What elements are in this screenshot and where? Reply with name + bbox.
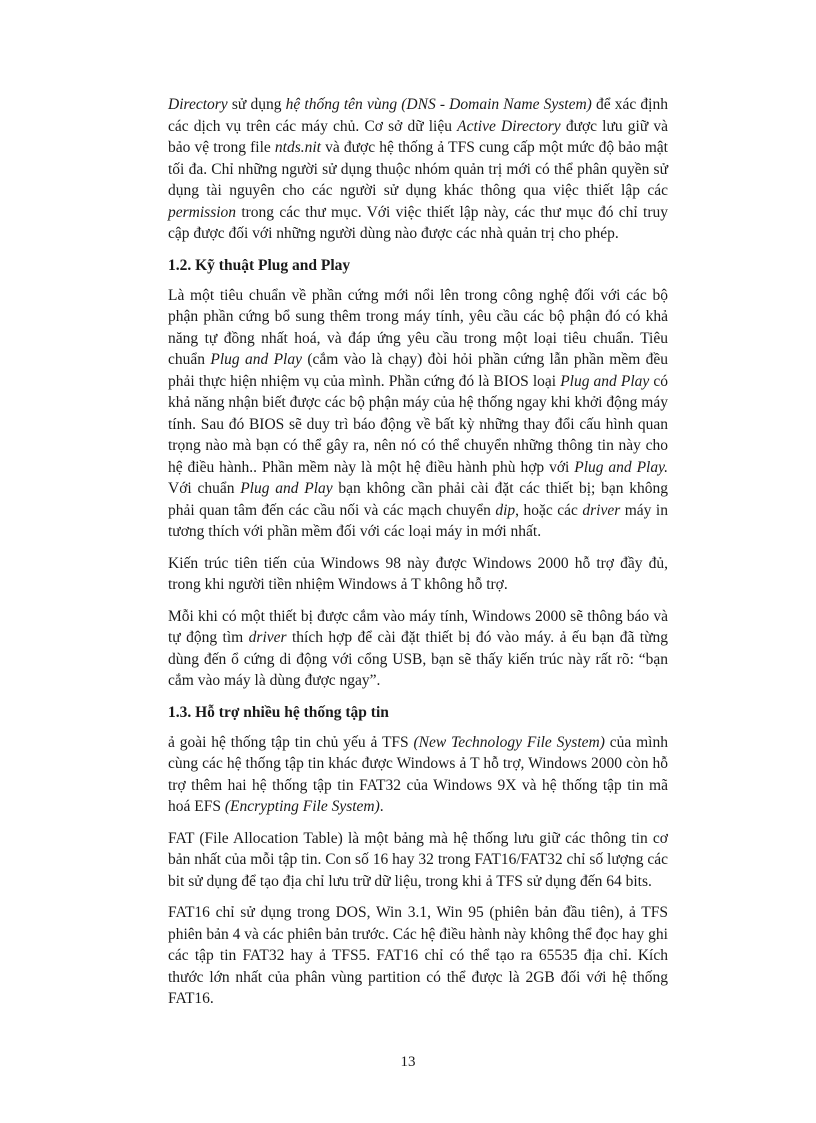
italic-run: Plug and Play xyxy=(240,480,333,497)
italic-run: Active Directory xyxy=(457,117,561,135)
paragraph-device-plugged xyxy=(168,606,668,692)
text-run: , hoặc các xyxy=(515,501,583,519)
italic-run: Plug and Play xyxy=(210,351,302,368)
heading-file-systems: 1.3. Hỗ trợ nhiều hệ thống tập tin xyxy=(168,703,389,721)
paragraph-fat-definition xyxy=(168,828,668,893)
text-run: Với chuẩn xyxy=(168,480,241,497)
text-run: để xác định các dịch vụ trên các máy chủ. Cơ sở dữ liệu xyxy=(168,96,668,135)
text-run: của mình cùng các hệ thống tập tin khác được Windows ả T hỗ trợ, Windows 2000 còn hỗ trợ thêm hai hệ thống tập tin FAT32 của Windows 9X và hệ thống tập tin mã hoá EFS xyxy=(168,733,668,815)
italic-run: Plug and Play xyxy=(560,372,650,390)
italic-run: ntds.nit xyxy=(274,139,321,156)
text-run: thích hợp để cài đặt thiết bị đó vào máy. ả ếu bạn đã từng dùng đến ổ cứng di động với cổng USB, bạn sẽ thấy kiến trúc này rất rõ: “bạn cắm vào máy là dùng được ngay”. xyxy=(168,629,668,689)
paragraph-windows-98-architecture xyxy=(168,553,668,596)
text-run: sử dụng xyxy=(227,96,286,113)
page-number: 13 xyxy=(400,1054,416,1070)
text-run: có khả năng nhận biết được các bộ phận máy của hệ thống ngay khi khởi động máy tính. Sau đó BIOS sẽ duy trì báo động về bất kỳ những thay đổi cấu hình quan trọng nào mà bạn có thể gây ra, nên nó có thể chuyển những thông tin này cho hệ điều hành.. Phần mềm này là một hệ điều hành phù hợp với xyxy=(168,372,668,476)
italic-run: driver xyxy=(582,501,621,519)
text-run: FAT16 chỉ sử dụng trong DOS, Win 3.1, Win 95 (phiên bản đầu tiên), ả TFS phiên bản 4 và các phiên bản trước. Các hệ điều hành này không thể đọc hay ghi các tập tin FAT32 hay ả TFS5. FAT16 chỉ có thể tạo ra 65535 địa chỉ. Kích thước lớn nhất của phân vùng partition có thể được là 2GB đối với hệ thống FAT16. xyxy=(168,904,668,1007)
text-run: Kiến trúc tiên tiến của Windows 98 này được Windows 2000 hỗ trợ đầy đủ, trong khi người tiền nhiệm Windows ả T không hỗ trợ. xyxy=(168,554,668,593)
paragraph-directory xyxy=(168,94,668,245)
text-run: FAT (File Allocation Table) là một bảng mà hệ thống lưu giữ các thông tin cơ bản nhất của mỗi tập tin. Con số 16 hay 32 trong FAT16/FAT32 chỉ số lượng các bit sử dụng để tạo địa chỉ lưu trữ dữ liệu, trong khi ả TFS sử dụng đến 64 bits. xyxy=(168,829,668,890)
text-run: được lưu giữ và bảo vệ trong file xyxy=(168,117,668,156)
text-run: máy in tương thích với phần mềm đối với các loại máy in mới nhất. xyxy=(168,501,668,540)
heading-plug-and-play: 1.2. Kỹ thuật Plug and Play xyxy=(168,256,351,274)
text-run: . xyxy=(379,798,384,815)
text-run: Là một tiêu chuẩn về phần cứng mới nổi lên trong công nghệ đối với các bộ phận phần cứng bổ sung thêm trong máy tính, yêu cầu các bộ phận đó có khả năng tự đồng nhất hoá, và đáp ứng yêu cầu trong một loại tiêu chuẩn. Tiêu chuẩn xyxy=(168,286,668,368)
italic-run: Plug and Play. xyxy=(574,458,668,476)
document-page xyxy=(168,94,668,1020)
italic-run: Directory xyxy=(168,96,228,113)
italic-run: (New Technology File System) xyxy=(413,733,605,751)
italic-run: driver xyxy=(248,629,287,646)
text-run: ả goài hệ thống tập tin chủ yếu ả TFS xyxy=(168,733,414,751)
text-run: Mỗi khi có một thiết bị được cắm vào máy tính, Windows 2000 sẽ thông báo và tự động tìm xyxy=(168,607,668,646)
italic-run: hệ thống tên vùng (DNS - Domain Name System) xyxy=(285,96,592,113)
text-run: bạn không cần phải cài đặt các thiết bị; bạn không phải quan tâm đến các cầu nối và các mạch chuyển xyxy=(168,480,668,519)
paragraph-ntfs-support xyxy=(168,732,668,818)
italic-run: permission xyxy=(168,203,237,221)
text-run: trong các thư mục. Với việc thiết lập này, các thư mục đó chỉ truy cập được đối với những người dùng nào được các nhà quản trị cho phép. xyxy=(168,203,668,242)
italic-run: dip xyxy=(495,501,516,519)
text-run: (cắm vào là chạy) đòi hỏi phần cứng lẫn phần mềm đều phải thực hiện nhiệm vụ của mình. Phần cứng đó là BIOS loại xyxy=(168,351,668,390)
paragraph-fat16-usage xyxy=(168,902,668,1010)
italic-run: (Encrypting File System) xyxy=(224,798,380,815)
text-run: và được hệ thống ả TFS cung cấp một mức độ bảo mật tối đa. Chỉ những người sử dụng thuộc nhóm quản trị mới có thể phân quyền sử dụng tài nguyên cho các người sử dụng khác thông qua việc thiết lập các xyxy=(168,139,668,199)
paragraph-plug-and-play-standard xyxy=(168,285,668,543)
